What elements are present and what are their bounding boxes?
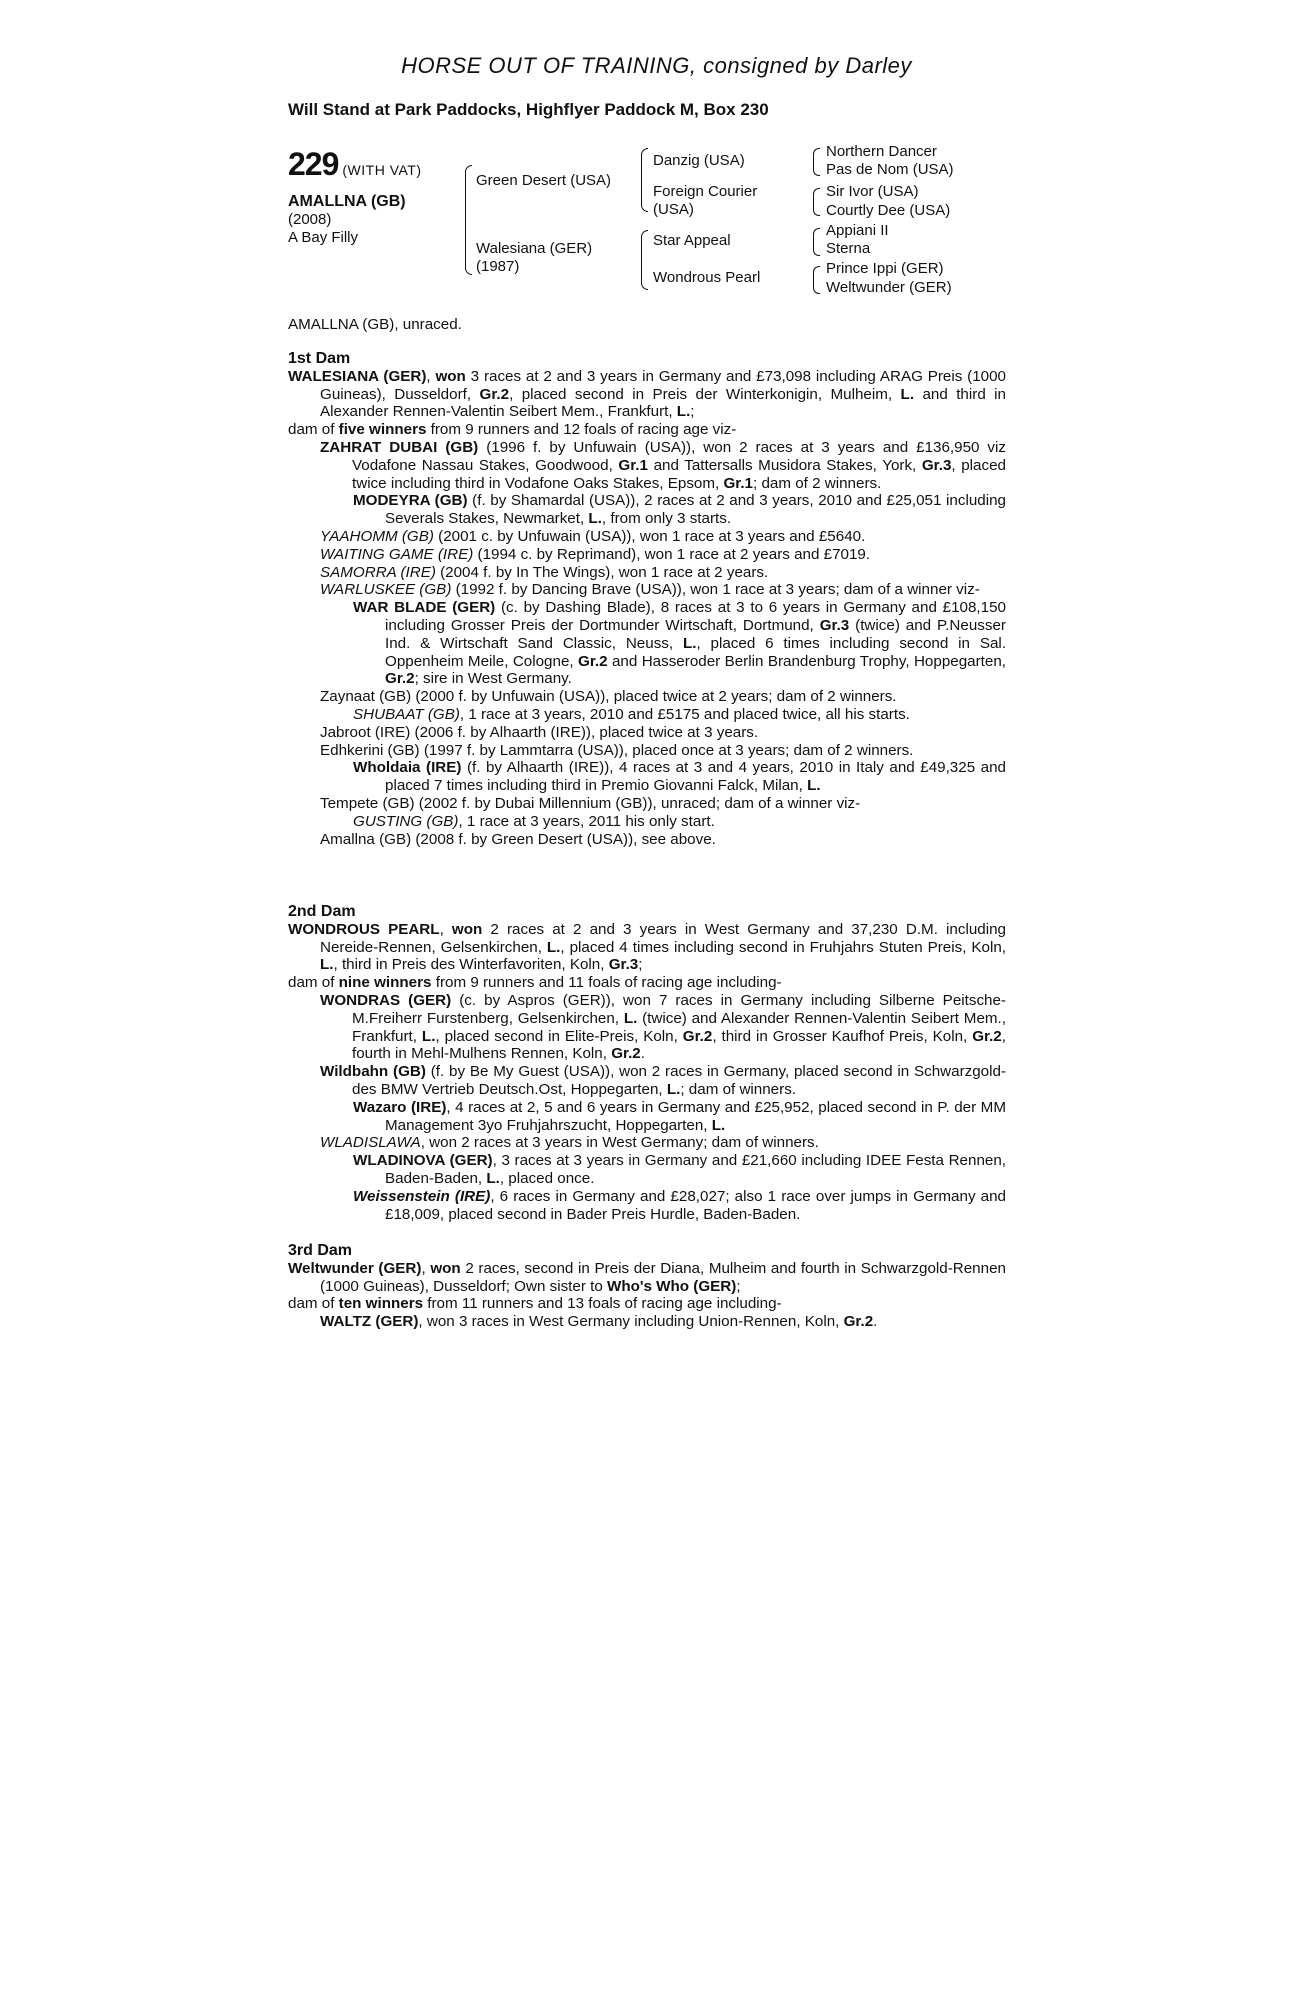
dam-name: WALESIANA (GER) bbox=[288, 367, 427, 385]
grade: L. bbox=[682, 634, 697, 652]
section-heading: 2nd Dam bbox=[288, 903, 356, 920]
text: 3 races at 2 and 3 years in Germany and £73,098 including ARAG Preis (1000 Guineas), Dusseldorf, bbox=[320, 367, 1006, 403]
text: , placed 6 times including second in Sal. Oppenheim Meile, Cologne, bbox=[385, 634, 1006, 670]
winners-count: nine winners bbox=[338, 974, 432, 992]
progeny-name: ZAHRAT DUBAI (GB) bbox=[320, 438, 479, 456]
pedigree-dam-name: Walesiana (GER) bbox=[476, 240, 593, 257]
dam-of-line bbox=[288, 1295, 1006, 1313]
progeny-entry bbox=[288, 581, 1006, 599]
pedigree-sire-dam-line2: (USA) bbox=[653, 201, 694, 218]
pedigree-brace bbox=[813, 188, 820, 216]
grade: L. bbox=[486, 1169, 500, 1187]
pedigree-sss: Northern Dancer bbox=[826, 143, 937, 160]
text: dam of bbox=[288, 1295, 339, 1313]
pedigree-sire: Green Desert (USA) bbox=[476, 172, 612, 189]
progeny-name: Wazaro (IRE) bbox=[353, 1098, 447, 1116]
pedigree-dsd: Sterna bbox=[826, 240, 871, 257]
grade: L. bbox=[623, 1009, 638, 1027]
text: (f. by Alhaarth (IRE)), 4 races at 3 and 4 years, 2010 in Italy and £49,325 and placed 7 times including third in Premio Giovanni Falck, Milan, bbox=[385, 759, 1007, 795]
horse-description: A Bay Filly bbox=[288, 229, 359, 246]
dam-of-line bbox=[288, 974, 1006, 992]
text: ; dam of winners. bbox=[680, 1080, 797, 1098]
dam-entry bbox=[288, 1260, 1006, 1296]
progeny-entry bbox=[288, 813, 1006, 831]
text: , 4 races at 2, 5 and 6 years in Germany and £25,952, placed second in P. der MM Management 3yo Fruhjahrszucht, Hoppegarten, bbox=[385, 1098, 1006, 1134]
third-dam-section bbox=[288, 1242, 1006, 1331]
text: (2004 f. by In The Wings), won 1 race at 2 years. bbox=[435, 563, 769, 581]
text: , 1 race at 3 years, 2010 and £5175 and placed twice, all his starts. bbox=[459, 705, 910, 723]
progeny-name: WALTZ (GER) bbox=[320, 1313, 419, 1331]
text: (1996 f. by Unfuwain (USA)), won 2 races at 3 years and £136,950 viz Vodafone Nassau Stakes, Goodwood, bbox=[352, 438, 1006, 474]
pedigree-brace bbox=[641, 148, 648, 212]
progeny-name: GUSTING (GB) bbox=[353, 812, 459, 830]
progeny-name: MODEYRA (GB) bbox=[353, 492, 468, 510]
progeny-entry bbox=[288, 546, 1006, 564]
text: , 3 races at 3 years in Germany and £21,660 including IDEE Festa Rennen, Baden-Baden, bbox=[385, 1152, 1006, 1187]
progeny-entry bbox=[288, 1099, 1006, 1135]
grade: Gr.3 bbox=[921, 456, 952, 474]
grade: Gr.1 bbox=[618, 456, 648, 474]
text: from 11 runners and 13 foals of racing age including- bbox=[423, 1295, 782, 1313]
pedigree-dam-dam: Wondrous Pearl bbox=[653, 269, 761, 286]
progeny-entry bbox=[288, 1188, 1006, 1224]
text: ; bbox=[736, 1277, 741, 1295]
text: , 1 race at 3 years, 2011 his only start. bbox=[458, 812, 715, 830]
text: 2 races at 2 and 3 years in West Germany and 37,230 D.M. including Nereide-Rennen, Gelsenkirchen, bbox=[320, 920, 1006, 956]
grade: Gr.3 bbox=[819, 616, 850, 634]
dam-name: WONDROUS PEARL bbox=[288, 920, 440, 938]
text: , bbox=[439, 920, 452, 938]
grade: Gr.3 bbox=[608, 956, 639, 974]
pedigree-sdd: Courtly Dee (USA) bbox=[826, 202, 951, 219]
text: (1994 c. by Reprimand), won 1 race at 2 years and £7019. bbox=[473, 545, 871, 563]
grade: Gr.2 bbox=[479, 385, 510, 403]
progeny-entry bbox=[288, 1313, 1006, 1331]
grade: L. bbox=[676, 403, 691, 421]
progeny-name: WAITING GAME (IRE) bbox=[320, 545, 474, 563]
progeny-entry bbox=[288, 599, 1006, 688]
text: ; sire in West Germany. bbox=[414, 670, 572, 688]
winners-count: ten winners bbox=[338, 1295, 424, 1313]
text: , won 3 races in West Germany including Union-Rennen, Koln, bbox=[418, 1313, 844, 1331]
progeny-entry bbox=[288, 1134, 1006, 1152]
text: (twice) and P.Neusser Ind. & Wirtschaft Sand Classic, Neuss, bbox=[385, 616, 1006, 652]
page-header: HORSE OUT OF TRAINING, consigned by Darley bbox=[401, 53, 912, 78]
progeny-entry bbox=[288, 992, 1006, 1063]
progeny-name: WLADISLAWA bbox=[320, 1134, 421, 1152]
pedigree-dss: Appiani II bbox=[826, 222, 889, 239]
progeny-entry bbox=[288, 439, 1006, 492]
dam-name: Weltwunder (GER) bbox=[288, 1259, 422, 1277]
progeny-name: SHUBAAT (GB) bbox=[353, 705, 460, 723]
grade: Gr.2 bbox=[843, 1313, 874, 1331]
grade: Gr.2 bbox=[972, 1027, 1002, 1045]
lot-number bbox=[288, 146, 422, 183]
progeny-entry bbox=[288, 1152, 1006, 1188]
progeny-name: WAR BLADE (GER) bbox=[353, 599, 496, 617]
text: and third in Alexander Rennen-Valentin Seibert Mem., Frankfurt, bbox=[320, 385, 1006, 421]
pedigree-dds: Prince Ippi (GER) bbox=[826, 260, 944, 277]
grade: Gr.2 bbox=[578, 652, 608, 670]
text: ; bbox=[690, 403, 695, 421]
progeny-name: Wildbahn (GB) bbox=[320, 1063, 426, 1081]
text: 2 races, second in Preis der Diana, Mulheim and fourth in Schwarzgold-Rennen (1000 Guineas), Dusseldorf; Own sister to bbox=[320, 1259, 1006, 1295]
vat-note: (WITH VAT) bbox=[342, 162, 422, 178]
pedigree-brace bbox=[813, 148, 820, 176]
progeny-entry bbox=[288, 1063, 1006, 1099]
progeny-entry bbox=[288, 564, 1006, 582]
pedigree-brace bbox=[641, 230, 648, 290]
text: . bbox=[873, 1313, 878, 1331]
progeny-entry bbox=[288, 759, 1006, 795]
progeny-entry bbox=[288, 528, 1006, 546]
first-dam-section bbox=[288, 350, 1006, 848]
progeny-entry: Jabroot (IRE) (2006 f. by Alhaarth (IRE)), placed twice at 3 years. bbox=[320, 723, 759, 741]
pedigree-dam-sire: Star Appeal bbox=[653, 232, 731, 249]
text: , won 2 races at 3 years in West Germany; dam of winners. bbox=[420, 1134, 819, 1152]
progeny-name: SAMORRA (IRE) bbox=[320, 563, 436, 581]
text: , placed twice including third in Vodafone Oaks Stakes, Epsom, bbox=[352, 456, 1006, 492]
text: (twice) and Alexander Rennen-Valentin Seibert Mem., Frankfurt, bbox=[352, 1009, 1006, 1045]
pedigree-dam-year: (1987) bbox=[476, 258, 520, 275]
grade: L. bbox=[320, 956, 334, 974]
pedigree-ssd: Pas de Nom (USA) bbox=[826, 161, 954, 178]
horse-details bbox=[288, 193, 406, 247]
text: . bbox=[640, 1045, 645, 1063]
text: dam of bbox=[288, 974, 339, 992]
grade: Gr.2 bbox=[682, 1027, 713, 1045]
pedigree-dam bbox=[476, 240, 592, 276]
section-heading: 1st Dam bbox=[288, 350, 351, 367]
text: , bbox=[421, 1259, 431, 1277]
text: dam of bbox=[288, 421, 339, 439]
grade: Gr.1 bbox=[723, 474, 754, 492]
progeny-entry: Zaynaat (GB) (2000 f. by Unfuwain (USA)), placed twice at 2 years; dam of 2 winners. bbox=[320, 688, 897, 706]
grade: L. bbox=[588, 510, 602, 528]
grade: L. bbox=[711, 1116, 726, 1134]
won-label: won bbox=[435, 367, 466, 385]
winners-count: five winners bbox=[338, 421, 427, 439]
progeny-name: WARLUSKEE (GB) bbox=[320, 581, 452, 599]
text: , third in Preis des Winterfavoriten, Koln, bbox=[333, 956, 609, 974]
pedigree-sire-dam-line1: Foreign Courier bbox=[653, 183, 758, 200]
pedigree-brace bbox=[465, 165, 472, 275]
progeny-name: Wholdaia (IRE) bbox=[353, 759, 462, 777]
grade: L. bbox=[421, 1027, 436, 1045]
second-dam-section bbox=[288, 903, 1006, 1223]
text: from 9 runners and 11 foals of racing age including- bbox=[431, 974, 782, 992]
horse-year: (2008) bbox=[288, 211, 332, 228]
pedigree-sds: Sir Ivor (USA) bbox=[826, 183, 919, 200]
dam-of-line bbox=[288, 421, 1006, 439]
text: (c. by Dashing Blade), 8 races at 3 to 6 years in Germany and £108,150 including Grosser Preis der Dortmunder Wirtschaft, Dortmund, bbox=[385, 599, 1006, 634]
progeny-entry bbox=[288, 492, 1006, 528]
text: and Tattersalls Musidora Stakes, York, bbox=[647, 456, 922, 474]
text: , fourth in Mehl-Mulhens Rennen, Koln, bbox=[352, 1027, 1006, 1063]
text: (1992 f. by Dancing Brave (USA)), won 1 race at 3 years; dam of a winner viz- bbox=[451, 581, 980, 599]
text: , third in Grosser Kaufhof Preis, Koln, bbox=[712, 1027, 973, 1045]
text: (2001 c. by Unfuwain (USA)), won 1 race at 3 years and £5640. bbox=[433, 527, 866, 545]
text: , placed second in Elite-Preis, Koln, bbox=[435, 1027, 683, 1045]
text: (c. by Aspros (GER)), won 7 races in Germany including Silberne Peitsche-M.Freiherr Furstenberg, Gelsenkirchen, bbox=[352, 991, 1006, 1027]
grade: Gr.2 bbox=[611, 1045, 641, 1063]
grade: L. bbox=[546, 938, 561, 956]
grade: L. bbox=[666, 1080, 681, 1098]
unraced-note: AMALLNA (GB), unraced. bbox=[288, 316, 462, 333]
section-heading: 3rd Dam bbox=[288, 1242, 353, 1259]
progeny-name: Weissenstein (IRE) bbox=[353, 1187, 491, 1205]
stand-location: Will Stand at Park Paddocks, Highflyer Paddock M, Box 230 bbox=[288, 100, 769, 119]
progeny-entry: Amallna (GB) (2008 f. by Green Desert (USA)), see above. bbox=[320, 830, 716, 848]
progeny-entry: Edhkerini (GB) (1997 f. by Lammtarra (USA)), placed once at 3 years; dam of 2 winners. bbox=[320, 741, 914, 759]
lot-number-value: 229 bbox=[288, 146, 339, 182]
sibling-name: Who's Who (GER) bbox=[607, 1277, 737, 1295]
pedigree-brace bbox=[813, 266, 820, 294]
progeny-name: WLADINOVA (GER) bbox=[353, 1152, 493, 1170]
dam-entry bbox=[288, 921, 1006, 974]
horse-name: AMALLNA (GB) bbox=[288, 193, 406, 210]
pedigree-sire-sire: Danzig (USA) bbox=[653, 152, 745, 169]
pedigree-ddd: Weltwunder (GER) bbox=[826, 279, 952, 296]
grade: Gr.2 bbox=[385, 670, 415, 688]
grade: L. bbox=[807, 777, 821, 795]
text: ; dam of 2 winners. bbox=[753, 474, 882, 492]
text: (f. by Shamardal (USA)), 2 races at 2 and 3 years, 2010 and £25,051 including Severals Stakes, Newmarket, bbox=[385, 492, 1006, 528]
text: from 9 runners and 12 foals of racing age viz- bbox=[426, 421, 737, 439]
progeny-entry: Tempete (GB) (2002 f. by Dubai Millennium (GB)), unraced; dam of a winner viz- bbox=[320, 794, 861, 812]
text: ; bbox=[638, 956, 643, 974]
text: , placed 4 times including second in Fruhjahrs Stuten Preis, Koln, bbox=[560, 938, 1007, 956]
pedigree-sire-dam bbox=[653, 183, 757, 219]
won-label: won bbox=[451, 920, 483, 938]
text: , placed once. bbox=[499, 1169, 595, 1187]
dam-entry: WALESIANA (GER), won 3 races at 2 and 3 years in Germany and £73,098 including ARAG Preis (1000 Guineas), Dusseldorf, Gr.2, placed second in Preis der Winterkonigin, Mulheim, L. and third in Alexander Rennen-Valentin Seibert Mem., Frankfurt, L.; bbox=[288, 367, 1006, 421]
progeny-entry bbox=[288, 706, 1006, 724]
pedigree-brace bbox=[813, 228, 820, 256]
progeny-name: YAAHOMM (GB) bbox=[320, 527, 434, 545]
text: , from only 3 starts. bbox=[601, 510, 732, 528]
progeny-name: WONDRAS (GER) bbox=[320, 991, 452, 1009]
text: (f. by Be My Guest (USA)), won 2 races in Germany, placed second in Schwarzgold-des BMW Vertrieb Deutsch.Ost, Hoppegarten, bbox=[352, 1063, 1006, 1098]
won-label: won bbox=[430, 1259, 461, 1277]
text: , 6 races in Germany and £28,027; also 1 race over jumps in Germany and £18,009, placed second in Bader Preis Hurdle, Baden-Baden. bbox=[385, 1187, 1006, 1223]
grade: L. bbox=[900, 385, 915, 403]
text: and Hasseroder Berlin Brandenburg Trophy, Hoppegarten, bbox=[607, 652, 1006, 670]
text: , placed second in Preis der Winterkonigin, Mulheim, bbox=[509, 385, 901, 403]
